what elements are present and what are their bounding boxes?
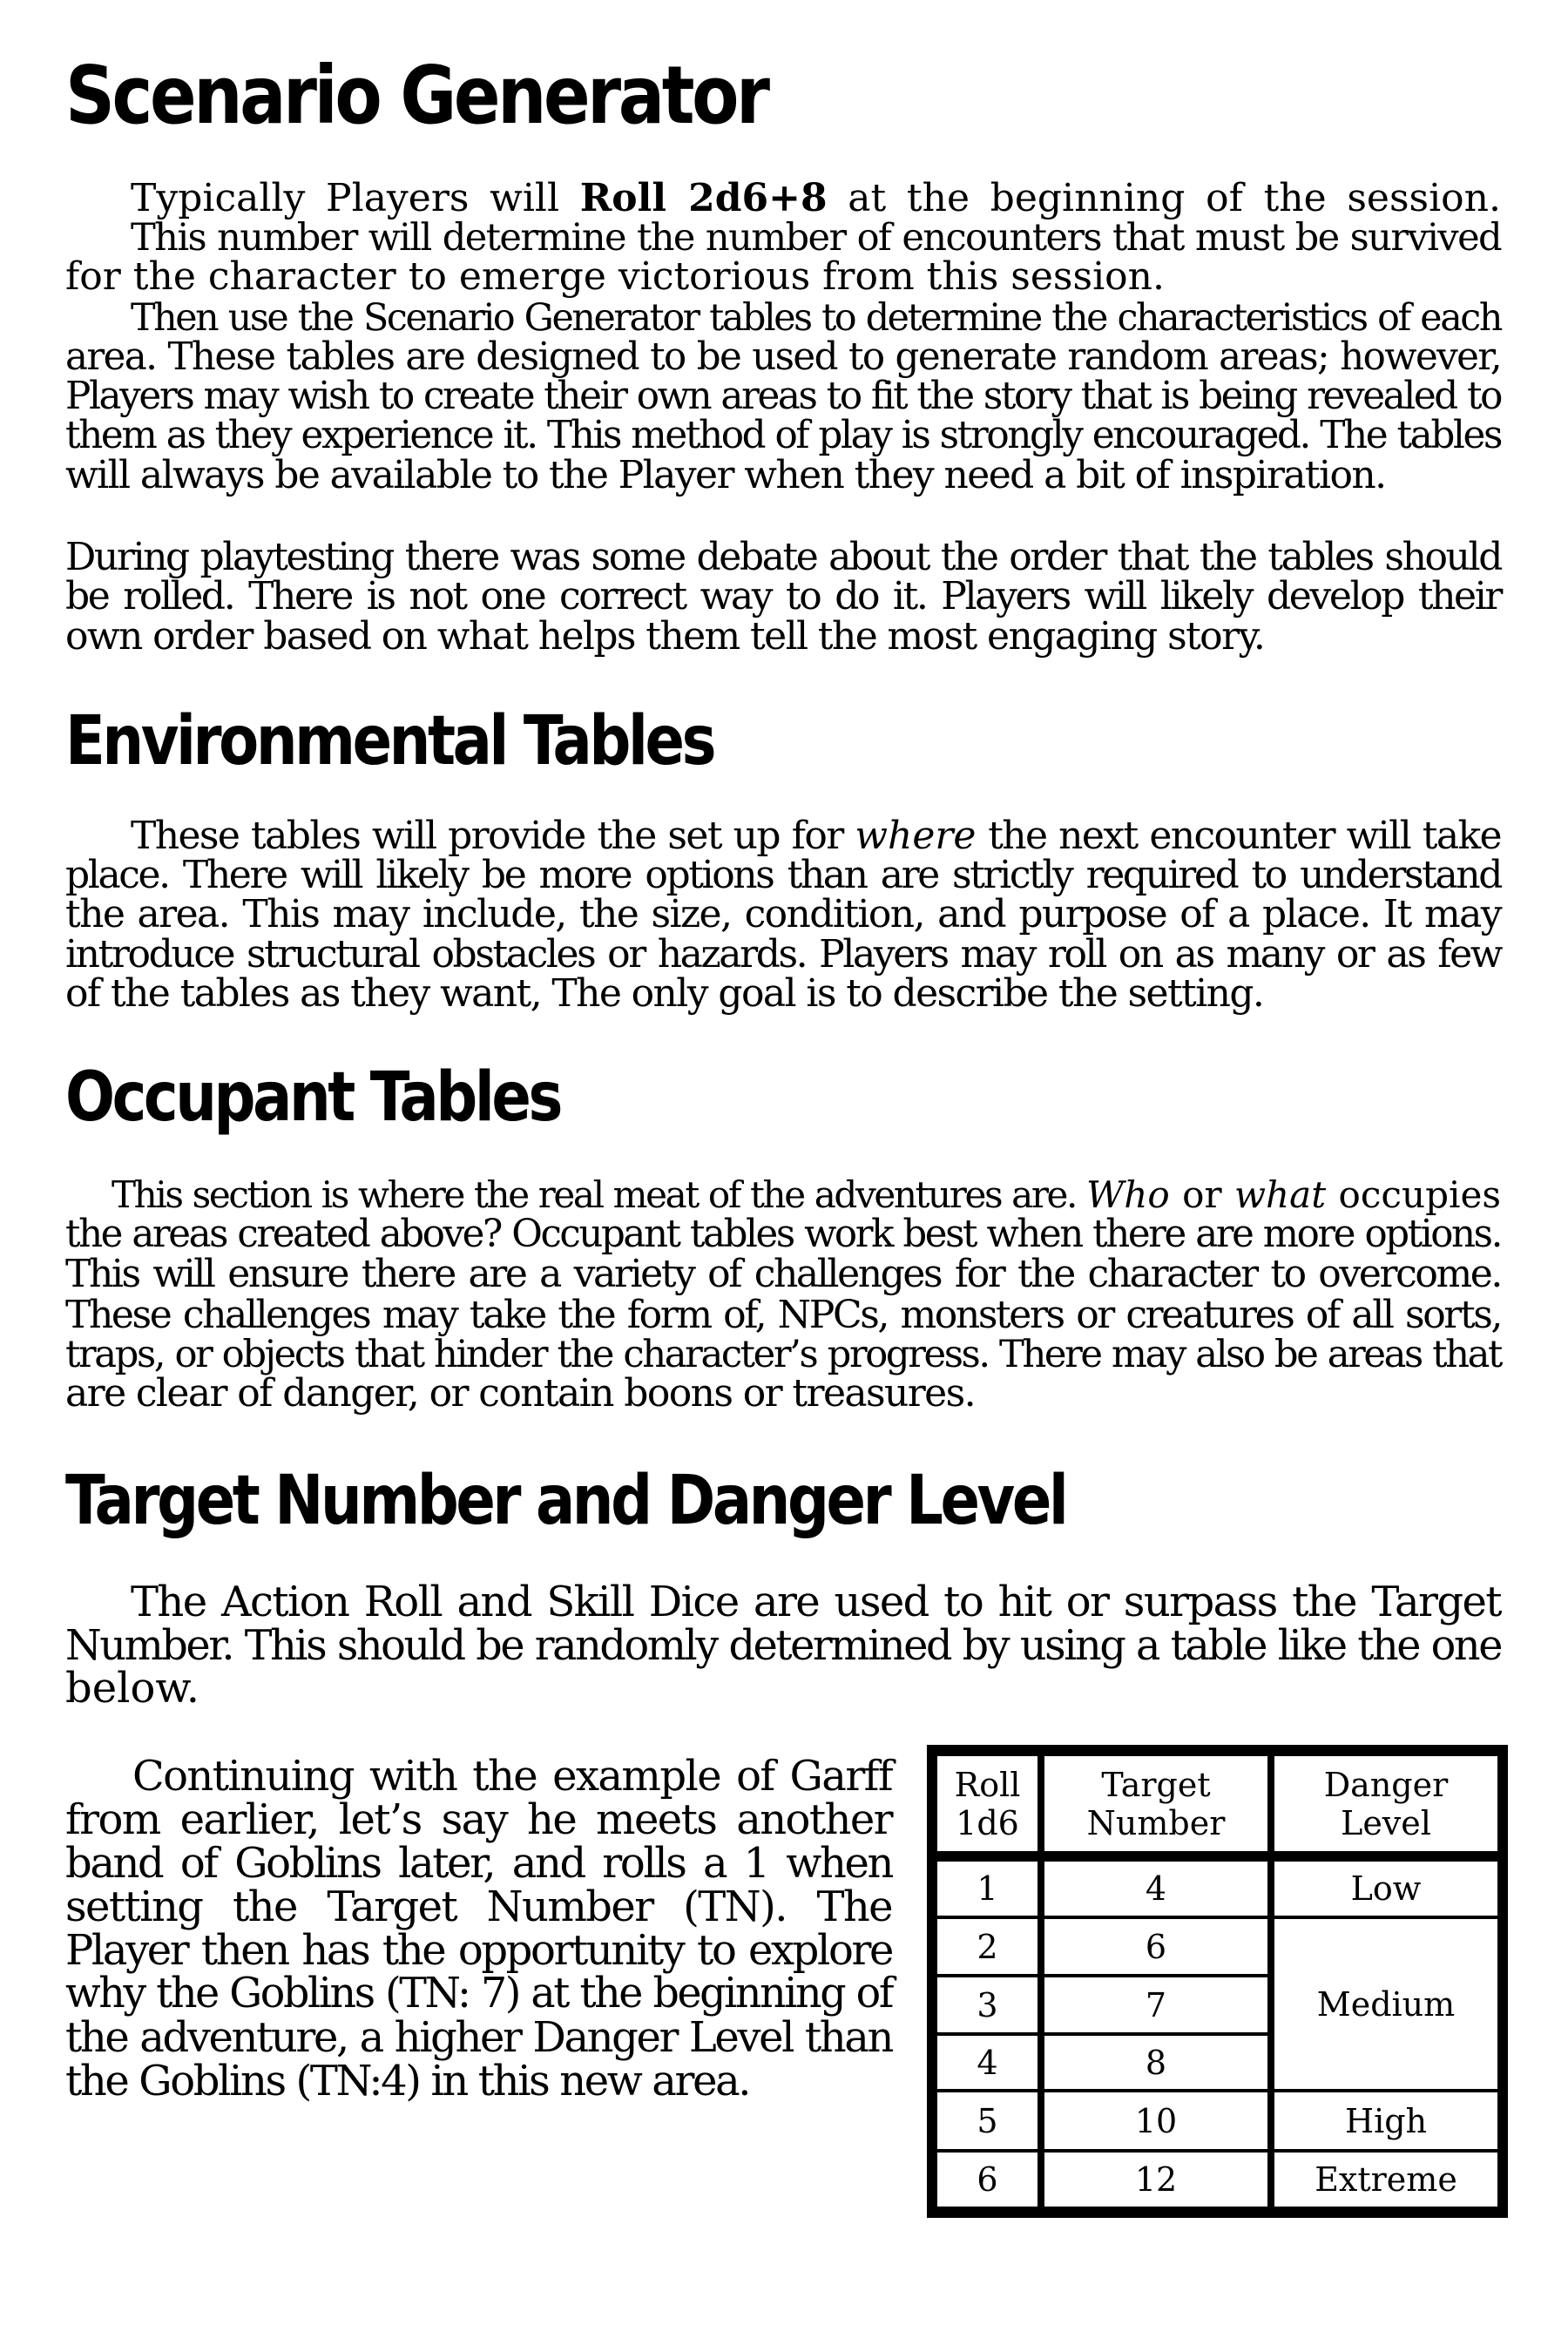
- target-number-table: [927, 1745, 1508, 2218]
- paragraph-line: introduce structural obstacles or hazards. Players may roll on as many or as few: [65, 932, 1501, 977]
- example-line: why the Goblins (TN: 7) at the beginning of: [65, 1970, 892, 2017]
- example-line: setting the Target Number (TN). The: [65, 1882, 892, 1931]
- paragraph-line: Then use the Scenario Generator tables to determine the characteristics of each: [131, 296, 1501, 340]
- emphasis-where: where: [855, 814, 977, 858]
- example-line: band of Goblins later, and rolls a 1 when: [65, 1839, 892, 1888]
- paragraph-line: The Action Roll and Skill Dice are used to hit or surpass the Target: [131, 1578, 1501, 1626]
- section-heading-occupant: Occupant Tables: [65, 1058, 560, 1137]
- cell-roll: 6: [937, 2153, 1037, 2207]
- cell-target: 12: [1044, 2153, 1267, 2207]
- paragraph-line: These challenges may take the form of, NPCs, monsters or creatures of all sorts,: [65, 1293, 1501, 1337]
- cell-target: 10: [1044, 2092, 1267, 2149]
- emphasis-what: what: [1234, 1173, 1327, 1216]
- paragraph-line: area. These tables are designed to be used to generate random areas; however,: [65, 335, 1501, 379]
- example-line: Player then has the opportunity to explore: [65, 1926, 892, 1975]
- paragraph-line: place. There will likely be more options than are strictly required to understand: [65, 853, 1501, 897]
- emphasis-who: Who: [1086, 1173, 1170, 1216]
- paragraph-line: are clear of danger, or contain boons or treasures.: [65, 1371, 975, 1416]
- example-line: the adventure, a higher Danger Level than: [65, 2013, 892, 2062]
- paragraph-line: Number. This should be randomly determined by using a table like the one: [65, 1622, 1501, 1670]
- example-line: Continuing with the example of Garff: [132, 1752, 892, 1801]
- cell-roll: 3: [937, 1977, 1037, 2032]
- paragraph-line: During playtesting there was some debate about the order that the tables should: [65, 535, 1501, 579]
- page-title: Scenario Generator: [65, 49, 767, 142]
- paragraph-line: below.: [65, 1664, 200, 1713]
- paragraph-line: These tables will provide the set up for where the next encounter will take: [131, 814, 1501, 858]
- paragraph-line: be rolled. There is not one correct way to do it. Players will likely develop their: [65, 574, 1501, 618]
- example-line: from earlier, let’s say he meets another: [65, 1795, 892, 1844]
- paragraph-line: the areas created above? Occupant tables work best when there are more options.: [65, 1213, 1501, 1256]
- paragraph-line: This number will determine the number of encounters that must be survived: [131, 216, 1501, 260]
- cell-danger-merged: Medium: [1274, 1919, 1497, 2089]
- header-target-number: Target Number: [1044, 1756, 1267, 1851]
- cell-target: 7: [1044, 1977, 1267, 2032]
- example-line: the Goblins (TN:4) in this new area.: [65, 2057, 750, 2105]
- paragraph-line: Typically Players will Roll 2d6+8 at the beginning of the session.: [131, 176, 1501, 220]
- header-roll: Roll 1d6: [937, 1756, 1037, 1851]
- cell-roll: 5: [937, 2092, 1037, 2149]
- cell-danger: High: [1274, 2092, 1497, 2149]
- paragraph-line: own order based on what helps them tell the most engaging story.: [65, 614, 1265, 659]
- cell-target: 8: [1044, 2036, 1267, 2089]
- cell-danger: Low: [1274, 1862, 1497, 1916]
- paragraph-line: of the tables as they want, The only goal is to describe the setting.: [65, 971, 1264, 1016]
- cell-roll: 2: [937, 1919, 1037, 1974]
- paragraph-line: for the character to emerge victorious from this session.: [65, 254, 1165, 299]
- paragraph-line: will always be available to the Player when they need a bit of inspiration.: [65, 453, 1386, 497]
- paragraph-line: traps, or objects that hinder the character’s progress. There may also be areas that: [65, 1333, 1501, 1376]
- section-heading-target-number: Target Number and Danger Level: [65, 1462, 1066, 1540]
- paragraph-line: the area. This may include, the size, condition, and purpose of a place. It may: [65, 892, 1501, 936]
- section-heading-environmental: Environmental Tables: [65, 702, 714, 781]
- paragraph-line: Players may wish to create their own areas to fit the story that is being revealed to: [65, 374, 1501, 418]
- cell-roll: 1: [937, 1862, 1037, 1916]
- cell-target: 6: [1044, 1919, 1267, 1974]
- roll-formula: Roll 2d6+8: [579, 176, 828, 220]
- paragraph-line: them as they experience it. This method of play is strongly encouraged. The tables: [65, 413, 1501, 457]
- cell-target: 4: [1044, 1862, 1267, 1916]
- paragraph-line: This section is where the real meat of the adventures are. Who or what occupies: [112, 1173, 1501, 1216]
- paragraph-line: This will ensure there are a variety of challenges for the character to overcome.: [65, 1252, 1501, 1296]
- cell-roll: 4: [937, 2036, 1037, 2089]
- header-danger-level: Danger Level: [1274, 1756, 1497, 1851]
- cell-danger: Extreme: [1274, 2153, 1497, 2207]
